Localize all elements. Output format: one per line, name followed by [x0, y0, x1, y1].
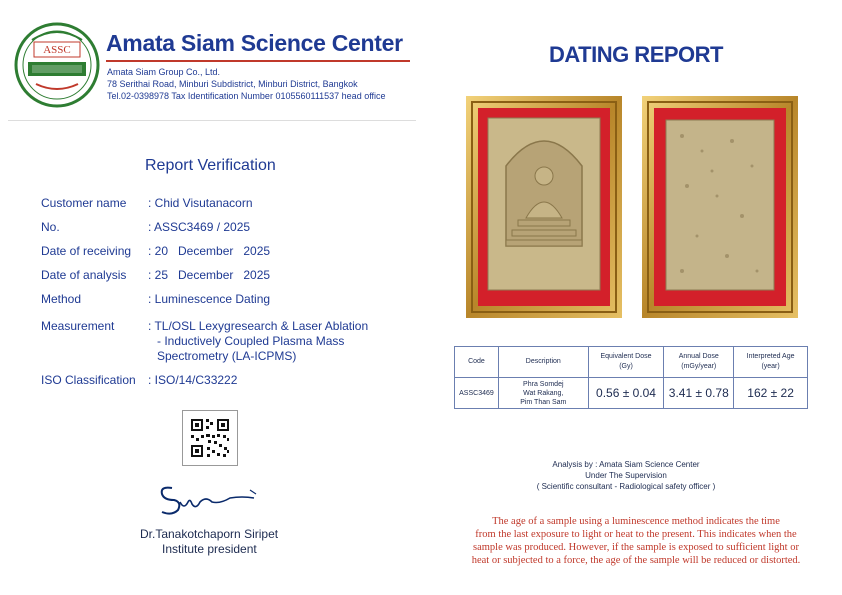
field-value-iso: : ISO/14/C33222 [148, 373, 238, 387]
notice-line-1: The age of a sample using a luminescence method indicates the time [492, 516, 780, 527]
qr-code[interactable] [182, 410, 238, 466]
field-label-method: Method [41, 292, 82, 306]
assc-seal-logo [14, 22, 100, 108]
org-address: 78 Serithai Road, Minburi Subdistrict, Minburi District, Bangkok [107, 79, 358, 89]
table-header-row [455, 347, 808, 378]
field-label-customer: Customer name [41, 196, 127, 210]
org-contact: Tel.02-0398978 Tax Identification Number 0105560111537 head office [107, 91, 386, 101]
cell-code: ASSC3469 [455, 378, 499, 409]
group-name: Amata Siam Group Co., Ltd. [107, 67, 221, 77]
analysis-by: Analysis by : Amata Siam Science Center [552, 460, 700, 469]
signer-title: Institute president [162, 542, 257, 556]
field-label-measurement: Measurement [41, 319, 115, 333]
col-header-annual-dose: Annual Dose (mGy/year) [664, 347, 734, 378]
field-value-measurement-line3: Spectrometry (LA-ICPMS) [157, 349, 297, 363]
field-value-receiving: : 20 December 2025 [148, 244, 271, 258]
header-divider [8, 120, 416, 121]
col-header-code: Code [455, 347, 499, 378]
field-label-receiving: Date of receiving [41, 244, 132, 258]
col-header-interpreted-age: Interpreted Age (year) [734, 347, 808, 378]
col-header-description: Description [498, 347, 588, 378]
col-header-equivalent-dose: Equivalent Dose (Gy) [588, 347, 664, 378]
field-value-measurement-line2: - Inductively Coupled Plasma Mass [157, 334, 345, 348]
field-value-number: : ASSC3469 / 2025 [148, 220, 251, 234]
field-label-iso: ISO Classification [41, 373, 136, 387]
field-value-measurement: : TL/OSL Lexygresearch & Laser Ablation [148, 319, 369, 333]
amulet-front-photo [466, 96, 622, 318]
notice-line-3: sample was produced. However, if the sample is exposed to sufficient light or [473, 542, 799, 553]
amulet-back-photo [642, 96, 798, 318]
field-label-analysis: Date of analysis [41, 268, 127, 282]
notice-line-2: from the last exposure to light or heat to the present. This indicates when the [475, 529, 797, 540]
report-title: DATING REPORT [549, 42, 723, 67]
field-value-customer: : Chid Visutanacorn [148, 196, 253, 210]
field-label-number: No. [41, 220, 60, 234]
cell-interpreted-age: 162 ± 22 [734, 378, 808, 409]
signer-name: Dr.Tanakotchaporn Siripet [140, 527, 279, 541]
cell-description: Phra Somdej Wat Rakang, Pim Than Sam [498, 378, 588, 409]
analysis-consultant: ( Scientific consultant - Radiological safety officer ) [536, 482, 716, 491]
svg-text:ASSC: ASSC [43, 44, 71, 56]
analysis-supervision: Under The Supervision [585, 471, 667, 480]
organization-name: Amata Siam Science Center [106, 30, 403, 56]
table-row [455, 378, 808, 409]
header-red-rule [106, 60, 410, 62]
cell-annual-dose: 3.41 ± 0.78 [664, 378, 734, 409]
field-value-analysis: : 25 December 2025 [148, 268, 271, 282]
signature-mark [150, 480, 265, 518]
field-value-method: : Luminescence Dating [148, 292, 271, 306]
dating-results-table [454, 346, 808, 409]
notice-line-4: heat or subjected to a force, the age of the sample will be reduced or distorted. [471, 555, 801, 566]
cell-equivalent-dose: 0.56 ± 0.04 [588, 378, 664, 409]
verification-title: Report Verification [145, 157, 276, 174]
